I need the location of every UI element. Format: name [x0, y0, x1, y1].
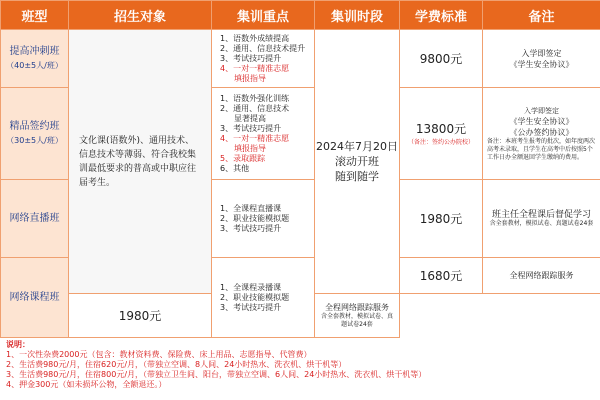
remark-line: 全程网络跟踪服务: [509, 271, 574, 280]
class-course: [1, 258, 69, 338]
note-line: 1、一次性杂费2000元（包含：教材资料费、保险费、床上用品、志愿指导、代管费）: [6, 350, 312, 359]
fee-contract: [400, 88, 483, 180]
note-line: 4、押金300元（如未损坏公物，全额退还。）: [6, 380, 167, 389]
header-period: 集训时段: [315, 1, 400, 30]
focus-item: 4、一对一精准志愿: [220, 133, 290, 143]
class-name: 提高冲刺班: [9, 45, 60, 57]
remark-note: 备注：本班考生报考的批次，如年度两次高考未录取，且学生在高考中后按照5个工作日办全额退回学生缴纳的费用。: [487, 137, 596, 161]
remark-line: 全程网络跟踪服务: [325, 303, 389, 312]
focus-item: 1、语数外成绩提高: [220, 33, 290, 43]
note-line: 3、生活费980元/月，住宿800元/月，（带独立卫生间、阳台，带独立空调、6人间、24小时热水、洗衣机、烘干机等）: [6, 370, 427, 379]
remark-line: 入学即签定: [521, 48, 562, 58]
focus-item: 2、职业技能模拟题: [220, 213, 290, 223]
header-focus: 集训重点: [212, 1, 315, 30]
focus-item: 填报指导: [234, 143, 266, 153]
focus-item: 显著提高: [234, 113, 266, 123]
period-date: 2024年7月20日: [316, 140, 398, 153]
notes-section: [0, 338, 600, 400]
note-line: 2、生活费980元/月，住宿620元/月，（带独立空调、8人间、24小时热水、洗衣机、烘干机等）: [6, 360, 347, 369]
header-target: 招生对象: [69, 1, 212, 30]
remark-line: 入学即签定: [524, 106, 559, 115]
class-capacity: （40±5人/班）: [6, 60, 63, 70]
focus-contract: [212, 88, 315, 180]
remark-line: 《公办签约协议》: [509, 127, 574, 137]
remark-live: [483, 180, 600, 258]
remark-line: 《学生安全协议》: [509, 116, 574, 126]
focus-item: 1、全课程录播课: [220, 282, 282, 292]
period-cell: [315, 30, 400, 294]
focus-sprint: [212, 30, 315, 88]
focus-item: 5、录取跟踪: [220, 153, 266, 163]
fee-course-b: 1980元: [69, 294, 212, 338]
remark-course-a: [483, 258, 600, 294]
focus-item: 2、通用、信息技术: [220, 103, 290, 113]
remark-line: 含全套教材，模拟试卷、真题试卷24套: [320, 313, 393, 328]
target-text: 文化课(语数外)、通用技术、信息技术等薄弱、符合我校集训最低要求的普高或中职应往届考生。: [79, 135, 197, 188]
notes-title: 说明：: [6, 340, 30, 349]
row-sprint: [1, 30, 600, 88]
remark-sprint: [483, 30, 600, 88]
focus-item: 3、考试技巧提升: [220, 223, 282, 233]
period-rolling: 滚动开班: [335, 155, 379, 168]
focus-item: 填报指导: [234, 73, 266, 83]
focus-item: 2、职业技能模拟题: [220, 292, 290, 302]
header-row: [1, 1, 600, 30]
focus-item: 3、考试技巧提升: [220, 53, 282, 63]
focus-item: 2、通用、信息技术提升: [220, 43, 306, 53]
class-capacity: （30±5人/班）: [6, 135, 63, 145]
header-fee: 学费标准: [400, 1, 483, 30]
class-name: 网络直播班: [9, 212, 60, 224]
fee-sprint: 9800元: [400, 30, 483, 88]
header-class-type: 班型: [1, 1, 69, 30]
focus-item: 4、一对一精准志愿: [220, 63, 290, 73]
class-live: [1, 180, 69, 258]
fee-note: （备注：签约公办院校）: [407, 139, 474, 146]
class-name: 精品签约班: [9, 120, 60, 132]
remark-course-b: [315, 294, 400, 338]
focus-item: 1、全课程直播课: [220, 203, 282, 213]
fee-value: 13800元: [415, 122, 467, 136]
focus-item: 3、考试技巧提升: [220, 123, 282, 133]
focus-live: [212, 180, 315, 258]
remark-line: 含全套教材，模拟试卷、真题试卷24套: [489, 219, 594, 227]
class-sprint: [1, 30, 69, 88]
fee-course-a: 1680元: [400, 258, 483, 294]
remark-contract: [483, 88, 600, 180]
remark-line: 班主任全程课后督促学习: [491, 209, 591, 220]
class-name: 网络课程班: [9, 291, 60, 303]
period-anytime: 随到随学: [335, 170, 379, 183]
header-remark: 备注: [483, 1, 600, 30]
focus-item: 3、考试技巧提升: [220, 302, 282, 312]
focus-item: 6、其他: [220, 163, 250, 173]
focus-course: [212, 258, 315, 338]
fee-live: 1980元: [400, 180, 483, 258]
target-cell: [69, 30, 212, 294]
focus-item: 1、语数外强化训练: [220, 93, 290, 103]
remark-line: 《学生安全协议》: [509, 59, 574, 69]
class-contract: [1, 88, 69, 180]
